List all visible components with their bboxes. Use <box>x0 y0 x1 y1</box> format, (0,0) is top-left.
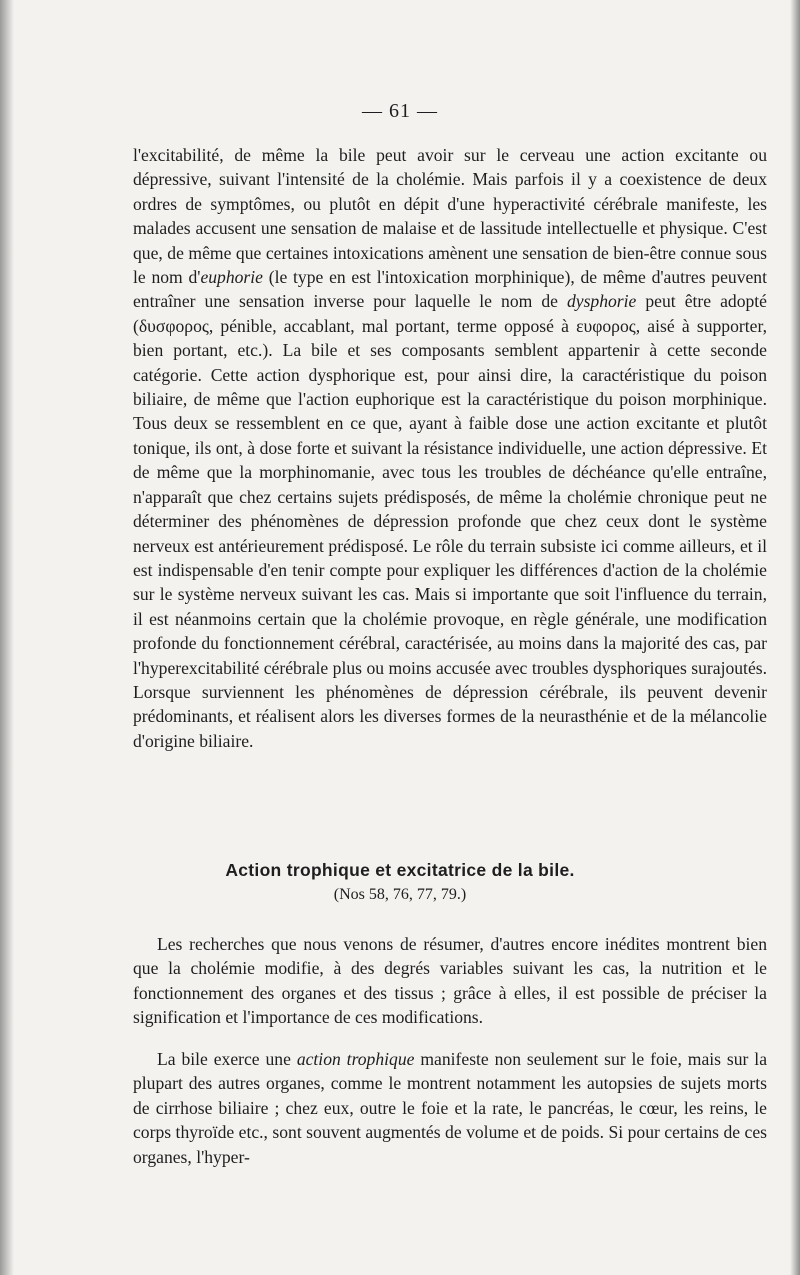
paragraph-1-text-c: peut être adopté (δυσφορος, pénible, accablant, mal portant, terme opposé à ευφορος, aisé à supporter, bien portant, etc.). La bile et ses composants semblent appartenir à cette seconde catégorie. Cette action dysphorique est, pour ainsi dire, la caractéristique du poison biliaire, de même que l'action euphorique est la caractéristique du poison morphinique. Tous deux se ressemblent en ce que, ayant à faible dose une action excitante et plutôt tonique, ils ont, à dose forte et suivant la résistance individuelle, une action dépressive. Et de même que la morphinomanie, avec tous les troubles de déchéance qu'elle entraîne, n'apparaît que chez certains sujets prédisposés, de même la cholémie chronique peut ne déterminer des phénomènes de dépression profonde que chez ceux dont le système nerveux est antérieurement prédisposé. Le rôle du terrain subsiste ici comme ailleurs, et il est indispensable d'en tenir compte pour expliquer les différences d'action de la cholémie sur le système nerveux suivant les cas. Mais si importante que soit l'influence du terrain, il est néanmoins certain que la cholémie provoque, en règle générale, une modification profonde du fonctionnement cérébral, caractérisée, au moins dans la majorité des cas, par l'hyperexcitabilité cérébrale plus ou moins accusée avec troubles dysphoriques surajoutés. Lorsque surviennent les phénomènes de dépression cérébrale, ils peuvent devenir prédominants, et réalisent alors les diverses formes de la neurasthénie et de la mélancolie d'origine biliaire. <box>133 291 767 751</box>
paragraph-2 <box>133 932 767 1030</box>
term-action-trophique: action trophique <box>296 1049 415 1069</box>
paragraph-1 <box>133 143 767 753</box>
section-references: (Nos 58, 76, 77, 79.) <box>333 886 467 903</box>
paragraph-3-text-a: La bile exerce une <box>157 1049 297 1069</box>
page-number: — 61 — <box>362 100 438 122</box>
term-euphorie: euphorie <box>200 267 263 288</box>
section-heading: Action trophique et excitatrice de la bile. <box>225 860 575 880</box>
paragraph-1-text-b: (le type en est l'intoxication morphinique), de même d'autres peuvent entraîner une sensation inverse pour laquelle le nom de <box>133 267 767 312</box>
page-edge-right <box>790 0 800 1275</box>
paragraph-3-text-b: manifeste non seulement sur le foie, mais sur la plupart des autres organes, comme le montrent notamment les autopsies de sujets morts de cirrhose biliaire ; chez eux, outre le foie et la rate, le pancréas, le cœur, les reins, le corps thyroïde etc., sont souvent augmentés de volume et de poids. Si pour certains de ces organes, l'hyper- <box>133 1049 767 1167</box>
page-edge-left <box>0 0 14 1275</box>
paragraph-2-text: Les recherches que nous venons de résumer, d'autres encore inédites montrent bien que la cholémie modifie, à des degrés variables suivant les cas, la nutrition et le fonctionnement des organes et des tissus ; grâce à elles, il est possible de préciser la signification et l'importance de ces modifications. <box>133 934 767 1028</box>
term-dysphorie: dysphorie <box>566 291 637 312</box>
paragraph-3 <box>133 1047 767 1169</box>
paragraph-1-text-a: l'excitabilité, de même la bile peut avoir sur le cerveau une action excitante ou dépressive, suivant l'intensité de la cholémie. Mais parfois il y a coexistence de deux ordres de symptômes, ou plutôt en dépit d'une hyperactivité cérébrale manifeste, les malades accusent une sensation de malaise et de lassitude intellectuelle et physique. C'est que, de même que certaines intoxications amènent une sensation de bien-être connue sous le nom d' <box>133 145 767 288</box>
